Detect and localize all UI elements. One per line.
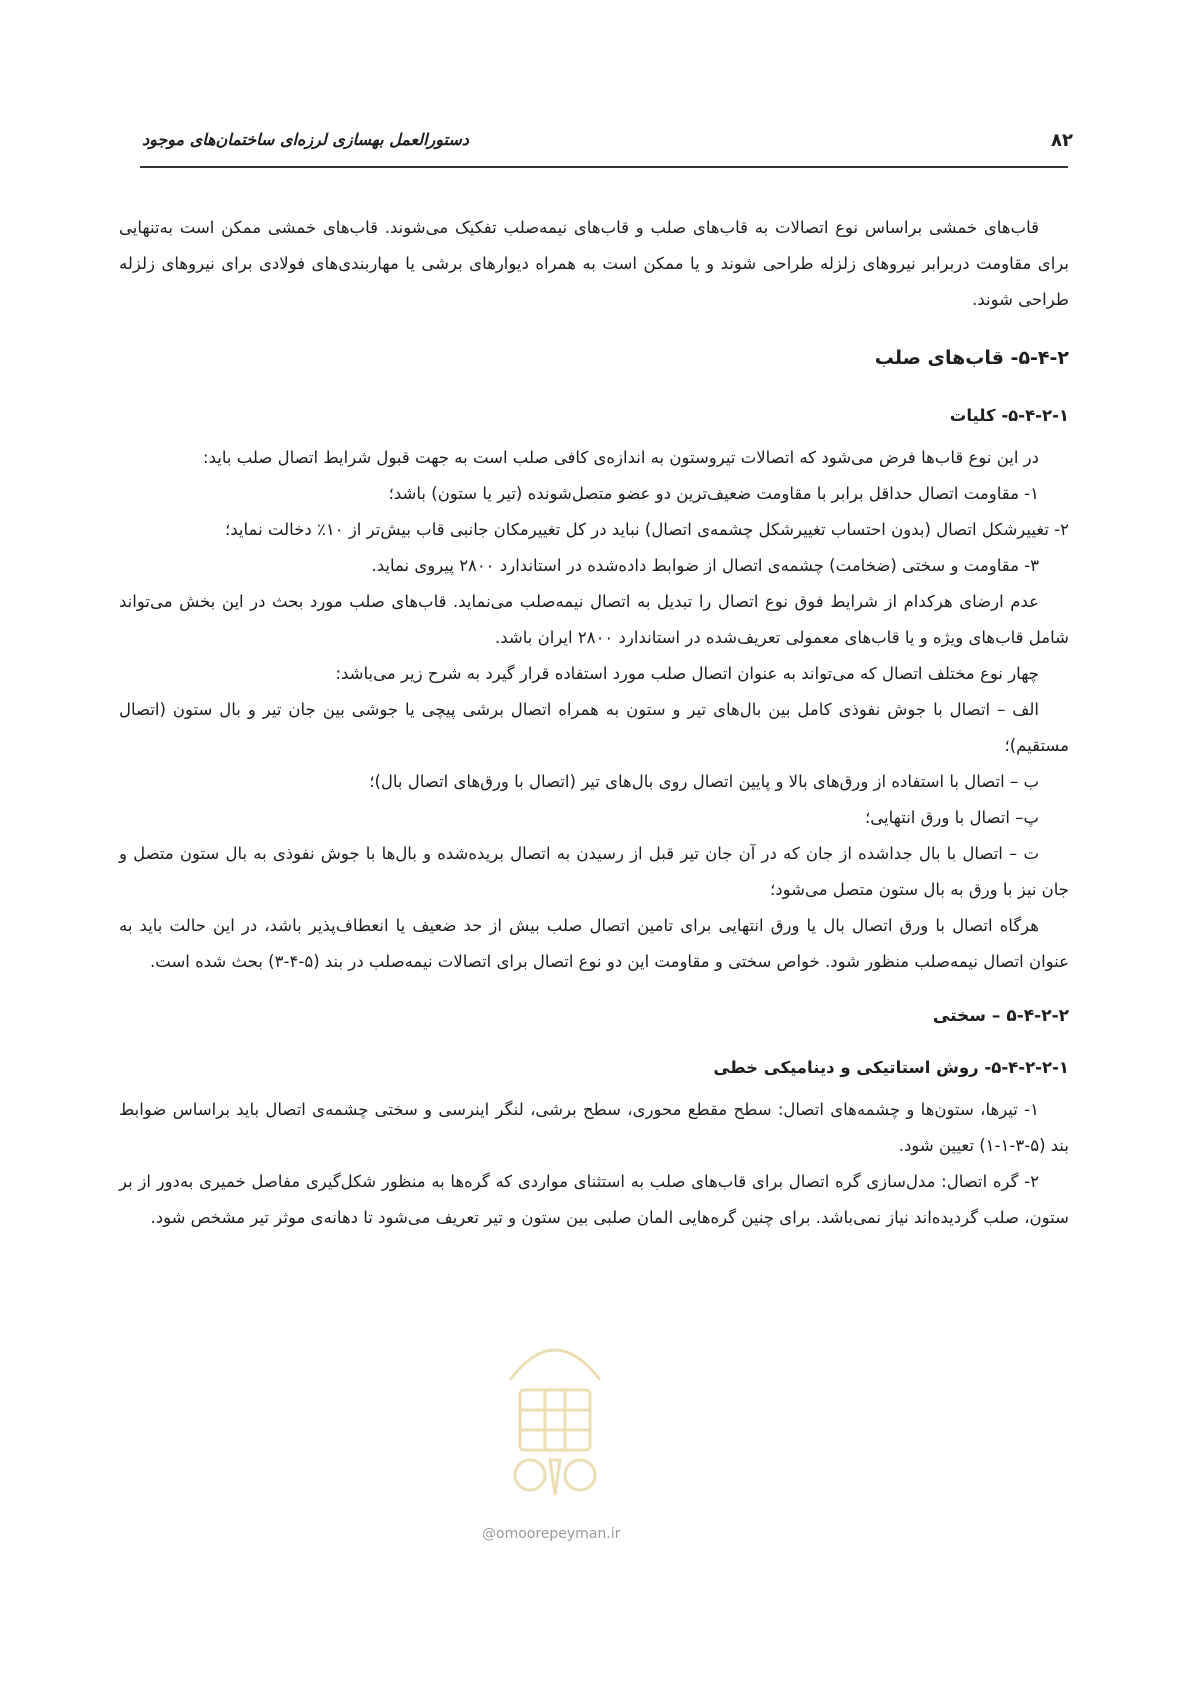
section-heading-rigid-frames: ۵-۴-۲- قاب‌های صلب xyxy=(874,347,1069,369)
list-item: الف – اتصال با جوش نفوذی کامل بین بال‌های تیر و ستون به همراه اتصال برشی پیچی یا جوشی بین جان تیر و بال ستون (اتصال مستقیم)؛ xyxy=(119,700,1069,755)
list-item: ۱- مقاومت اتصال حداقل برابر با مقاومت ضعیف‌ترین دو عضو متصل‌شونده (تیر یا ستون) باشد؛ xyxy=(388,484,1039,503)
subsection-heading-linear-methods: ۵-۴-۲-۲-۱- روش استاتیکی و دینامیکی خطی xyxy=(713,1058,1069,1077)
paragraph: در این نوع قاب‌ها فرض می‌شود که اتصالات تیروستون به اندازه‌ی کافی صلب است به جهت قبول شرایط اتصال صلب باید: xyxy=(203,448,1039,467)
header-divider xyxy=(140,166,1068,168)
list-item: ۱- تیرها، ستون‌ها و چشمه‌های اتصال: سطح مقطع محوری، سطح برشی، لنگر اینرسی و سختی چشمه‌ی اتصال باید براساس ضوابط بند (۵-۳-۱-۱) تعیین شود. xyxy=(119,1100,1069,1155)
paragraph: چهار نوع مختلف اتصال که می‌تواند به عنوان اتصال صلب مورد استفاده قرار گیرد به شرح زیر می‌باشد: xyxy=(335,664,1039,683)
paragraph: هرگاه اتصال با ورق اتصال بال یا ورق انتهایی برای تامین اتصال صلب بیش از حد ضعیف یا انعطاف‌پذیر باشد، در این حالت باید به عنوان اتصال نیمه‌صلب منظور شود. خواص سختی و مقاومت این دو نوع اتصال برای اتصالات نیمه‌صلب در بند (۵-۴-۳) بحث شده است. xyxy=(119,916,1069,971)
list-item: پ– اتصال با ورق انتهایی؛ xyxy=(865,808,1039,827)
section-heading-stiffness: ۵-۴-۲-۲ – سختی xyxy=(932,1006,1069,1026)
watermark-logo-icon xyxy=(490,1310,620,1510)
page-number: ۸۲ xyxy=(1051,130,1073,151)
list-item: ب – اتصال با استفاده از ورق‌های بالا و پایین اتصال روی بال‌های تیر (اتصال با ورق‌های اتصال بال)؛ xyxy=(369,772,1039,791)
list-item: ۳- مقاومت و سختی (ضخامت) چشمه‌ی اتصال از ضوابط داده‌شده در استاندارد ۲۸۰۰ پیروی نماید. xyxy=(371,556,1039,575)
subsection-heading-general: ۵-۴-۲-۱- کلیات xyxy=(949,406,1069,425)
watermark-text: @omoorepeyman.ir xyxy=(482,1526,621,1542)
list-item: ۲- تغییرشکل اتصال (بدون احتساب تغییرشکل چشمه‌ی اتصال) نباید در کل تغییرمکان جانبی قاب بیش‌تر از ۱۰٪ دخالت نماید؛ xyxy=(225,520,1069,539)
intro-paragraph: قاب‌های خمشی براساس نوع اتصالات به قاب‌های صلب و قاب‌های نیمه‌صلب تفکیک می‌شوند. قاب‌های خمشی ممکن است به‌تنهایی برای مقاومت دربرابر نیروهای زلزله طراحی شوند و یا ممکن است به همراه دیوارهای برشی یا مهاربندی‌های فولادی برای نیروهای زلزله طراحی شوند. xyxy=(119,218,1069,309)
list-item: ۲- گره اتصال: مدل‌سازی گره اتصال برای قاب‌های صلب به استثنای مواردی که گره‌ها به منظور شکل‌گیری مفاصل خمیری به‌دور از بر ستون، صلب گردیده‌اند نیاز نمی‌باشد. برای چنین گره‌هایی المان صلبی بین ستون و تیر تعریف می‌شود تا دهانه‌ی موثر تیر مشخص شود. xyxy=(119,1172,1069,1227)
paragraph: عدم ارضای هرکدام از شرایط فوق نوع اتصال را تبدیل به اتصال نیمه‌صلب می‌نماید. قاب‌های صلب مورد بحث در این بخش می‌تواند شامل قاب‌های ویژه و یا قاب‌های معمولی تعریف‌شده در استاندارد ۲۸۰۰ ایران باشد. xyxy=(119,592,1069,647)
body-text xyxy=(119,210,1069,1236)
running-header-title: دستورالعمل بهسازی لرزه‌ای ساختمان‌های موجود xyxy=(142,130,469,149)
list-item: ت – اتصال با بال جداشده از جان که در آن جان تیر قبل از رسیدن به اتصال بریده‌شده و بال‌ها با جوش نفوذی به بال ستون متصل و جان نیز با ورق به بال ستون متصل می‌شود؛ xyxy=(119,844,1069,899)
